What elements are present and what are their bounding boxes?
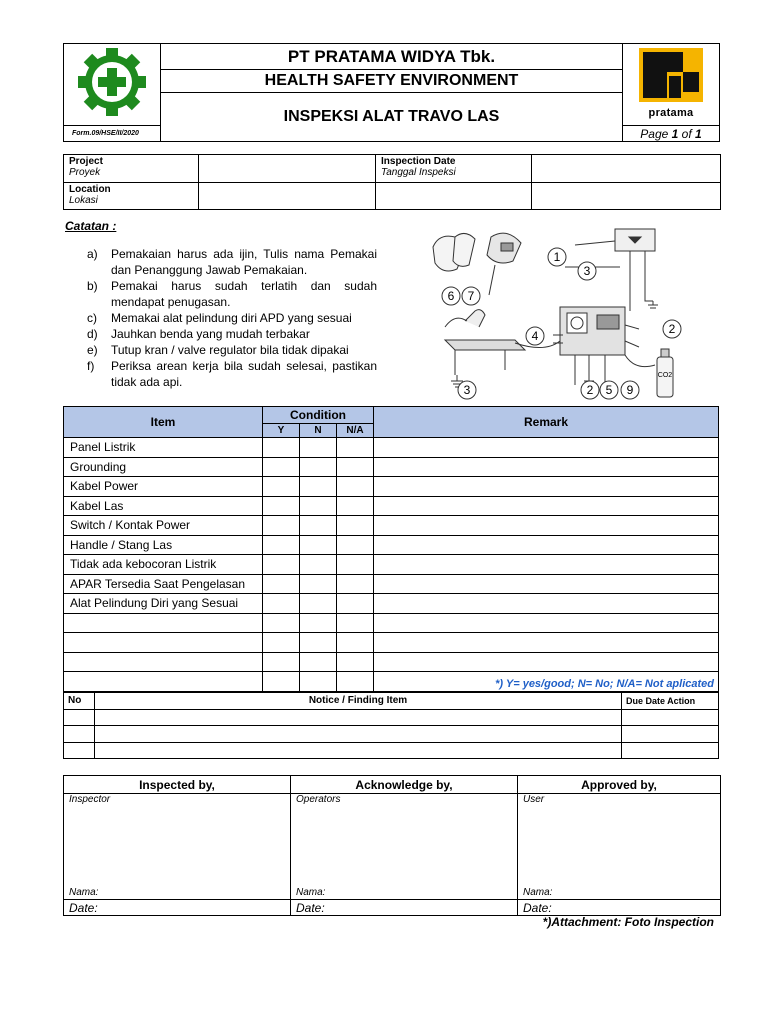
condition-n-cell[interactable] bbox=[300, 516, 337, 536]
condition-n-cell[interactable] bbox=[300, 457, 337, 477]
condition-na-cell[interactable] bbox=[337, 652, 374, 672]
note-marker: c) bbox=[87, 311, 97, 325]
inspector-name-label: Nama: bbox=[69, 887, 99, 898]
remark-cell[interactable] bbox=[374, 574, 719, 594]
condition-n-cell[interactable] bbox=[300, 496, 337, 516]
pratama-logo-cell bbox=[623, 44, 720, 126]
checklist-item-label: Handle / Stang Las bbox=[64, 535, 263, 555]
form-number: Form.09/HSE/II/2020 bbox=[64, 126, 161, 142]
note-item bbox=[87, 326, 377, 342]
checklist-row bbox=[64, 652, 719, 672]
callout-1: 1 bbox=[553, 250, 561, 264]
finding-due-cell[interactable] bbox=[622, 709, 719, 726]
condition-na-cell[interactable] bbox=[337, 613, 374, 633]
remark-cell[interactable] bbox=[374, 613, 719, 633]
no-header: No bbox=[64, 693, 95, 710]
checklist-row bbox=[64, 457, 719, 477]
location-label-cell: Location Lokasi bbox=[64, 183, 199, 210]
condition-header: Condition bbox=[263, 407, 374, 424]
checklist-item-label: Alat Pelindung Diri yang Sesuai bbox=[64, 594, 263, 614]
finding-notice-cell[interactable] bbox=[95, 726, 622, 743]
remark-cell[interactable] bbox=[374, 477, 719, 497]
note-marker: e) bbox=[87, 343, 98, 357]
user-name-label: Nama: bbox=[523, 887, 553, 898]
condition-n-cell[interactable] bbox=[300, 633, 337, 653]
condition-y-cell[interactable] bbox=[263, 496, 300, 516]
checklist-item-label bbox=[64, 613, 263, 633]
note-item bbox=[87, 246, 377, 278]
condition-na-cell[interactable] bbox=[337, 574, 374, 594]
condition-na-cell[interactable] bbox=[337, 672, 374, 692]
checklist-item-label: Kabel Las bbox=[64, 496, 263, 516]
callout-6: 6 bbox=[447, 289, 455, 303]
condition-y-cell[interactable] bbox=[263, 438, 300, 458]
checklist-item-label: Panel Listrik bbox=[64, 438, 263, 458]
location-field[interactable] bbox=[199, 183, 376, 210]
remark-cell[interactable] bbox=[374, 457, 719, 477]
condition-y-cell[interactable] bbox=[263, 555, 300, 575]
checklist-row bbox=[64, 535, 719, 555]
callout-5: 5 bbox=[605, 383, 613, 397]
note-marker: d) bbox=[87, 327, 98, 341]
finding-no-cell[interactable] bbox=[64, 742, 95, 759]
callout-3: 3 bbox=[583, 264, 591, 278]
remark-cell[interactable] bbox=[374, 535, 719, 555]
note-marker: a) bbox=[87, 247, 98, 261]
note-item bbox=[87, 342, 377, 358]
condition-y-cell[interactable] bbox=[263, 672, 300, 692]
checklist-item-label bbox=[64, 633, 263, 653]
item-header: Item bbox=[64, 407, 263, 438]
gas-tank-label: CO2 bbox=[657, 372, 673, 379]
form-title: INSPEKSI ALAT TRAVO LAS bbox=[161, 93, 623, 142]
remark-cell[interactable] bbox=[374, 516, 719, 536]
condition-y-cell[interactable] bbox=[263, 574, 300, 594]
checklist-row bbox=[64, 633, 719, 653]
pratama-logo-text: pratama bbox=[648, 107, 694, 119]
note-marker: b) bbox=[87, 279, 98, 293]
condition-y-cell[interactable] bbox=[263, 516, 300, 536]
remark-cell[interactable] bbox=[374, 555, 719, 575]
finding-row bbox=[64, 726, 719, 743]
finding-no-cell[interactable] bbox=[64, 726, 95, 743]
inspection-date-label-cell: Inspection Date Tanggal Inspeksi bbox=[376, 155, 532, 183]
condition-na-cell[interactable] bbox=[337, 496, 374, 516]
user-signature-area[interactable] bbox=[518, 794, 721, 900]
checklist-row bbox=[64, 555, 719, 575]
notes-heading: Catatan : bbox=[65, 219, 117, 233]
checklist-item-label: Grounding bbox=[64, 457, 263, 477]
callout-7: 7 bbox=[467, 289, 475, 303]
condition-n-cell[interactable] bbox=[300, 652, 337, 672]
findings-table bbox=[63, 692, 719, 759]
condition-y-cell[interactable] bbox=[263, 594, 300, 614]
acknowledge-by-header: Acknowledge by, bbox=[291, 776, 518, 794]
condition-na-cell[interactable] bbox=[337, 438, 374, 458]
user-date-field[interactable]: Date: bbox=[518, 900, 721, 916]
note-item bbox=[87, 310, 377, 326]
callout-2b: 2 bbox=[586, 383, 594, 397]
condition-y-cell[interactable] bbox=[263, 633, 300, 653]
checklist-row bbox=[64, 594, 719, 614]
safety-cross-icon bbox=[76, 46, 148, 118]
note-text: Tutup kran / valve regulator bila tidak dipakai bbox=[111, 343, 349, 357]
inspection-date-field[interactable] bbox=[532, 155, 721, 183]
safety-logo-cell bbox=[64, 44, 161, 126]
finding-row bbox=[64, 742, 719, 759]
checklist-item-label: Switch / Kontak Power bbox=[64, 516, 263, 536]
condition-y-header: Y bbox=[263, 424, 300, 438]
project-label-cell: Project Proyek bbox=[64, 155, 199, 183]
empty-cell bbox=[376, 183, 532, 210]
condition-y-cell[interactable] bbox=[263, 535, 300, 555]
notice-header: Notice / Finding Item bbox=[95, 693, 622, 710]
callout-4: 4 bbox=[531, 329, 539, 343]
note-text: Memakai alat pelindung diri APD yang sesuai bbox=[111, 311, 352, 325]
condition-n-cell[interactable] bbox=[300, 613, 337, 633]
checklist-item-label: Tidak ada kebocoran Listrik bbox=[64, 555, 263, 575]
inspector-date-field[interactable]: Date: bbox=[64, 900, 291, 916]
checklist-row bbox=[64, 516, 719, 536]
project-info-table bbox=[63, 154, 721, 210]
condition-na-header: N/A bbox=[337, 424, 374, 438]
finding-due-cell[interactable] bbox=[622, 726, 719, 743]
finding-no-cell[interactable] bbox=[64, 709, 95, 726]
remark-cell[interactable] bbox=[374, 438, 719, 458]
remark-cell[interactable] bbox=[374, 652, 719, 672]
condition-y-cell[interactable] bbox=[263, 613, 300, 633]
checklist-row bbox=[64, 613, 719, 633]
callout-3b: 3 bbox=[463, 383, 471, 397]
checklist-row bbox=[64, 477, 719, 497]
finding-due-cell[interactable] bbox=[622, 742, 719, 759]
remark-cell[interactable] bbox=[374, 594, 719, 614]
checklist-item-label bbox=[64, 672, 263, 692]
condition-na-cell[interactable] bbox=[337, 516, 374, 536]
finding-row bbox=[64, 709, 719, 726]
checklist-row bbox=[64, 574, 719, 594]
condition-y-cell[interactable] bbox=[263, 477, 300, 497]
condition-n-header: N bbox=[300, 424, 337, 438]
condition-n-cell[interactable] bbox=[300, 477, 337, 497]
remark-header: Remark bbox=[374, 407, 719, 438]
condition-na-cell[interactable] bbox=[337, 457, 374, 477]
condition-legend: *) Y= yes/good; N= No; N/A= Not aplicated bbox=[495, 678, 714, 690]
condition-na-cell[interactable] bbox=[337, 477, 374, 497]
condition-y-cell[interactable] bbox=[263, 457, 300, 477]
page-indicator: Page 1 of 1 bbox=[623, 126, 720, 142]
signoff-table bbox=[63, 775, 721, 916]
condition-y-cell[interactable] bbox=[263, 652, 300, 672]
condition-na-cell[interactable] bbox=[337, 633, 374, 653]
callout-9: 9 bbox=[626, 383, 634, 397]
remark-cell[interactable] bbox=[374, 633, 719, 653]
inspector-role: Inspector bbox=[69, 794, 111, 805]
checklist-item-label: Kabel Power bbox=[64, 477, 263, 497]
inspected-by-header: Inspected by, bbox=[64, 776, 291, 794]
condition-na-cell[interactable] bbox=[337, 555, 374, 575]
condition-n-cell[interactable] bbox=[300, 672, 337, 692]
pratama-logo-icon bbox=[639, 48, 703, 114]
note-text: Jauhkan benda yang mudah terbakar bbox=[111, 327, 310, 341]
checklist-item-label: APAR Tersedia Saat Pengelasan bbox=[64, 574, 263, 594]
operator-signature-area[interactable] bbox=[291, 794, 518, 900]
callout-2: 2 bbox=[668, 322, 676, 336]
finding-notice-cell[interactable] bbox=[95, 742, 622, 759]
checklist-row bbox=[64, 438, 719, 458]
condition-na-cell[interactable] bbox=[337, 535, 374, 555]
note-item bbox=[87, 278, 377, 310]
project-field[interactable] bbox=[199, 155, 376, 183]
condition-n-cell[interactable] bbox=[300, 438, 337, 458]
document-header bbox=[63, 43, 720, 142]
checklist-row bbox=[64, 496, 719, 516]
note-text: Periksa arean kerja bila sudah selesai, pastikan tidak ada api. bbox=[111, 359, 377, 389]
welding-setup-illustration bbox=[425, 225, 720, 405]
operator-date-field[interactable]: Date: bbox=[291, 900, 518, 916]
condition-na-cell[interactable] bbox=[337, 594, 374, 614]
condition-n-cell[interactable] bbox=[300, 555, 337, 575]
company-name: PT PRATAMA WIDYA Tbk. bbox=[161, 44, 623, 70]
inspection-checklist-table bbox=[63, 406, 719, 692]
note-item bbox=[87, 358, 377, 390]
user-role: User bbox=[523, 794, 545, 805]
due-date-header: Due Date Action bbox=[622, 693, 719, 710]
department-name: HEALTH SAFETY ENVIRONMENT bbox=[161, 70, 623, 93]
empty-cell bbox=[532, 183, 721, 210]
condition-n-cell[interactable] bbox=[300, 574, 337, 594]
note-text: Pemakai harus sudah terlatih dan sudah mendapat penugasan. bbox=[111, 279, 377, 309]
operator-role: Operators bbox=[296, 794, 341, 805]
note-marker: f) bbox=[87, 359, 95, 373]
notes-list bbox=[87, 246, 377, 390]
remark-cell[interactable] bbox=[374, 496, 719, 516]
attachment-note: *)Attachment: Foto Inspection bbox=[542, 915, 714, 929]
operator-name-label: Nama: bbox=[296, 887, 326, 898]
finding-notice-cell[interactable] bbox=[95, 709, 622, 726]
condition-n-cell[interactable] bbox=[300, 535, 337, 555]
note-text: Pemakaian harus ada ijin, Tulis nama Pemakai dan Penanggung Jawab Pemakaian. bbox=[111, 247, 377, 277]
approved-by-header: Approved by, bbox=[518, 776, 721, 794]
checklist-item-label bbox=[64, 652, 263, 672]
inspector-signature-area[interactable] bbox=[64, 794, 291, 900]
condition-n-cell[interactable] bbox=[300, 594, 337, 614]
